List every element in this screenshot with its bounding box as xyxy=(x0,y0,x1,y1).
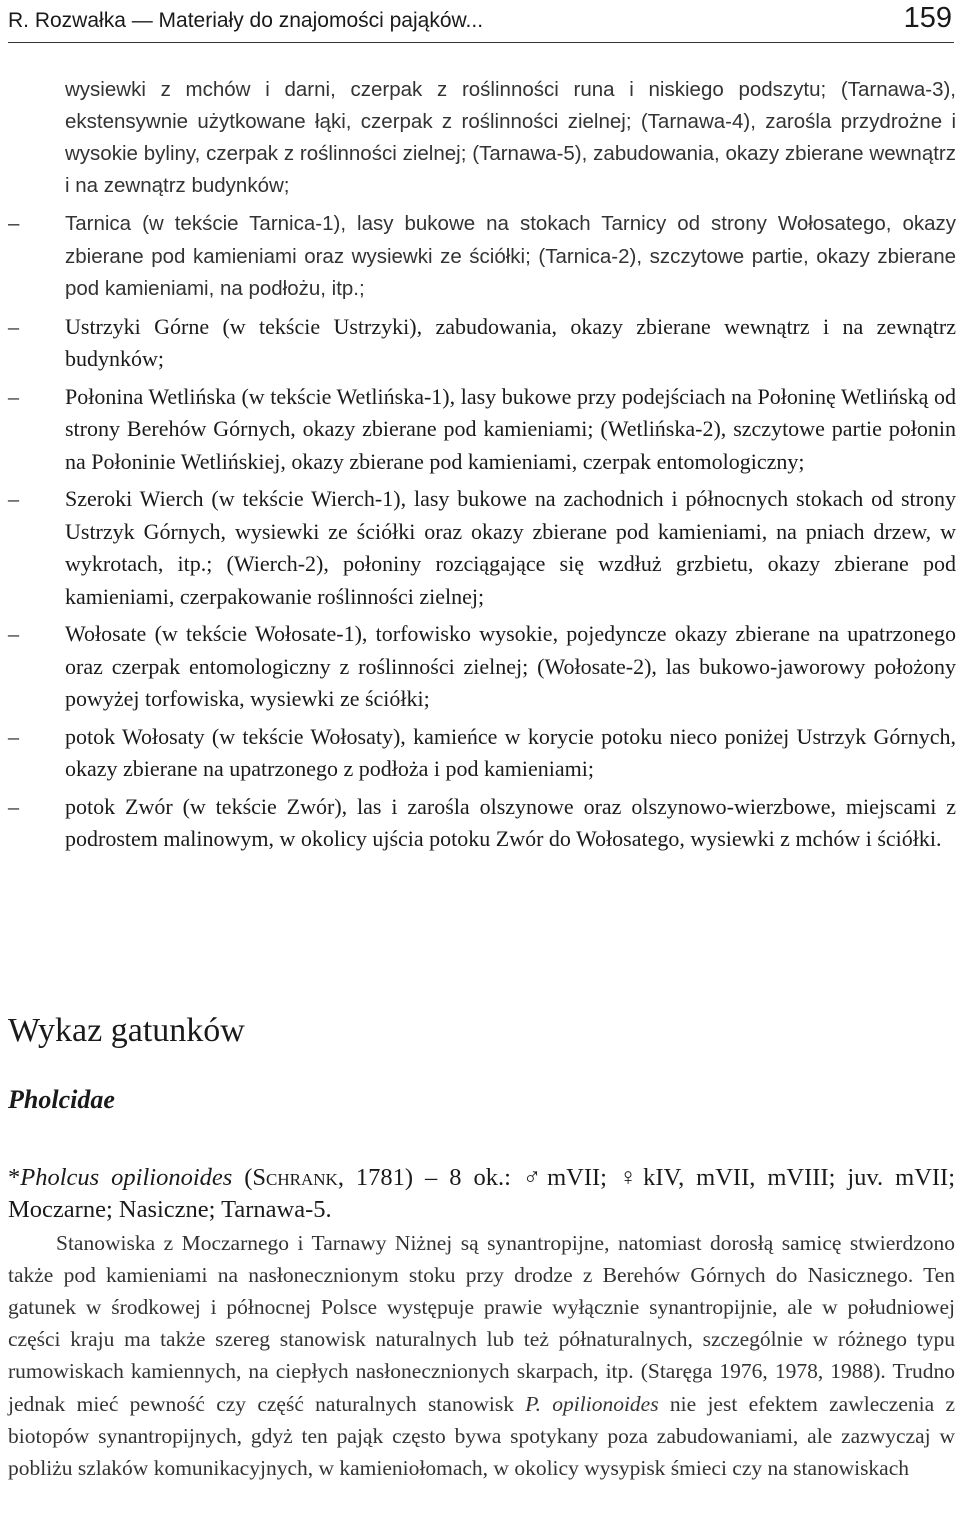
section-title: Wykaz gatunków xyxy=(8,1012,245,1049)
species-asterisk: * xyxy=(8,1163,21,1191)
running-header xyxy=(8,2,954,43)
species-author: Schrank xyxy=(252,1163,338,1191)
collection-sites-list xyxy=(8,74,956,861)
site-item-zwor xyxy=(8,791,956,856)
female-months: kIV, mVII, mVIII; juv. mVII; Moczarne; Nasiczne; Tarnawa-5. xyxy=(8,1163,956,1223)
site-text: Wołosate (w tekście Wołosate-1), torfowisko wysokie, pojedyncze okazy zbierane na upatrzonego oraz czerpak entomologiczny z roślinności zielnej; (Wołosate-2), las bukowo-jaworowy położony powyżej torfowiska, wysiewki ze ściółki; xyxy=(65,621,956,711)
site-item-tarnica xyxy=(8,208,956,306)
list-dash: – xyxy=(8,793,19,819)
species-entry xyxy=(8,1162,955,1226)
species-open-paren: ( xyxy=(244,1163,253,1191)
list-dash: – xyxy=(8,383,19,409)
female-symbol-icon: ♀ xyxy=(618,1163,644,1191)
site-text: potok Wołosaty (w tekście Wołosaty), kamieńce w korycie potoku nieco poniżej Ustrzyk Górnych, okazy zbierane na upatrzonego z podłoża i pod kamieniami; xyxy=(65,723,956,781)
male-months: mVII; xyxy=(547,1163,619,1191)
list-dash: – xyxy=(8,621,19,646)
site-text: Połonina Wetlińska (w tekście Wetlińska-1), lasy bukowe przy podejściach na Połoninę Wetlińską od strony Berehów Górnych, okazy zbierane pod kamieniami; (Wetlińska-2), szczytowe partie połonin na Połoninie Wetlińskiej, okazy zbierane pod kamieniami, czerpak entomologiczny; xyxy=(65,383,956,474)
site-text: potok Zwór (w tekście Zwór), las i zarośla olszynowe oraz olszynowo-wierzbowe, miejscami z podrostem malinowym, w okolicy ujścia potoku Zwór do Wołosatego, wysiewki z mchów i ściółki. xyxy=(65,793,956,851)
species-name: Pholcus opilionoides xyxy=(20,1163,233,1191)
paragraph-part-1: Stanowiska z Moczarnego i Tarnawy Niżnej są synantropijne, natomiast dorosłą samicę stwierdzono także pod kamieniami na nasłonecznionym stoku przy drodze z Berehów Górnych do Nasicznego. Ten gatunek w środkowej i północnej Polsce występuje prawie wyłącznie synantropijnie, ale w południowej części kraju ma także szereg stanowisk naturalnych lub też półnaturalnych, szczególnie w różnego typu rumowiskach kamiennych, na ciepłych nasłonecznionych skarpach, itp. (Staręga 1976, 1978, 1988). Trudno jednak mieć pewność czy część naturalnych stanowisk xyxy=(8,1230,955,1416)
species-discussion-paragraph xyxy=(8,1227,955,1485)
list-dash: – xyxy=(8,486,19,511)
species-year-count: , 1781) – 8 ok.: xyxy=(337,1163,523,1191)
continuation-text: wysiewki z mchów i darni, czerpak z roślinności runa i niskiego podszytu; (Tarnawa-3), ekstensywnie użytkowane łąki, czerpak z roślinności zielnej; (Tarnawa-4), zarośla przydrożne i wysokie byliny, czerpak z roślinności zielnej; (Tarnawa-5), zabudowania, okazy zbierane wewnątrz i na zewnątrz budynków; xyxy=(65,78,956,197)
site-item-wolosate xyxy=(8,618,956,716)
site-item-wolosaty xyxy=(8,721,956,786)
male-symbol-icon: ♂ xyxy=(522,1163,548,1191)
running-title: R. Rozwałka — Materiały do znajomości pająków... xyxy=(8,9,484,32)
site-item-wetlinska xyxy=(8,381,956,479)
paragraph-italic-name: P. opilionoides xyxy=(525,1391,659,1416)
paragraph-part-2: nie jest efektem zawleczenia z biotopów synantropijnych, gdyż ten pająk często bywa spotykany poza zabudowaniami, ale zazwyczaj w pobliżu szlaków komunikacyjnych, w kamieniołomach, w okolicy wysypisk śmieci czy na stanowiskach xyxy=(8,1391,955,1480)
site-item-wierch xyxy=(8,483,956,613)
site-text: Szeroki Wierch (w tekście Wierch-1), lasy bukowe na zachodnich i północnych stokach od strony Ustrzyk Górnych, wysiewki ze ściółki oraz okazy zbierane pod kamieniami, na pniach drzew, w wykrotach, itp.; (Wierch-2), połoniny rozciągające się wzdłuż grzbietu, okazy zbierane pod kamieniami, czerpakowanie roślinności zielnej; xyxy=(65,486,956,609)
list-dash: – xyxy=(8,212,20,235)
site-text: Tarnica (w tekście Tarnica-1), lasy bukowe na stokach Tarnicy od strony Wołosatego, okazy zbierane pod kamieniami oraz wysiewki ze ściółki; (Tarnica-2), szczytowe partie, okazy zbierane pod kamieniami, na podłożu, itp.; xyxy=(65,212,956,300)
site-text: Ustrzyki Górne (w tekście Ustrzyki), zabudowania, okazy zbierane wewnątrz i na zewnątrz budynków; xyxy=(65,313,956,371)
list-dash: – xyxy=(8,723,19,749)
page-number: 159 xyxy=(903,2,952,34)
list-dash: – xyxy=(8,313,19,339)
site-item-ustrzyki xyxy=(8,311,956,376)
family-heading: Pholcidae xyxy=(8,1085,115,1114)
